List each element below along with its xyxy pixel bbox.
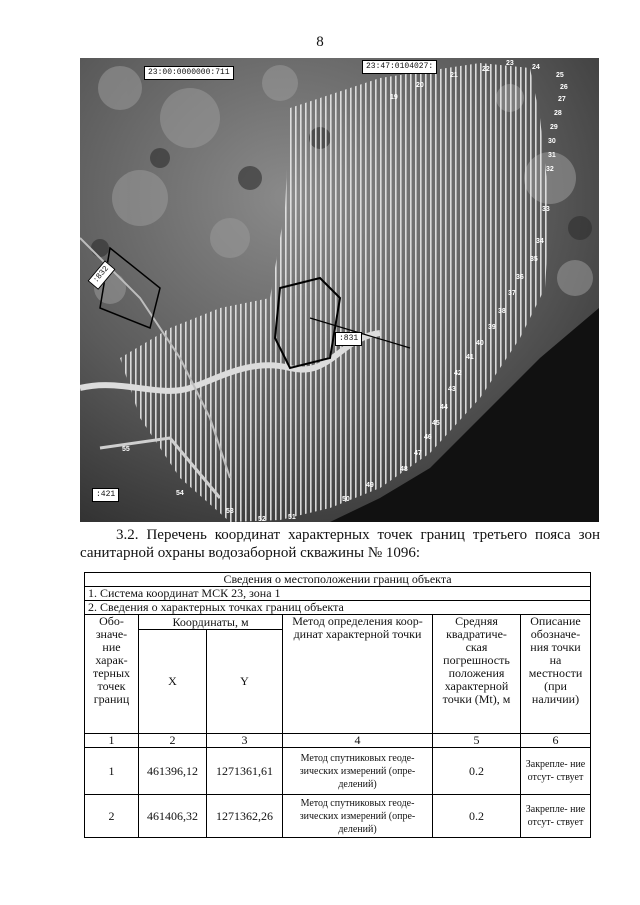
map-point-label: 27 bbox=[558, 96, 566, 103]
map-point-label: 28 bbox=[554, 110, 562, 117]
coordinate-x: 461396,12 bbox=[139, 748, 207, 795]
map-point-label: 19 bbox=[390, 94, 398, 101]
map-point-label: 51 bbox=[288, 514, 296, 521]
map-point-label: 30 bbox=[548, 138, 556, 145]
column-number: 3 bbox=[207, 734, 283, 748]
map-point-label: 48 bbox=[400, 466, 408, 473]
caption-text: 3.2. Перечень координат характерных точек границ третьего пояса зон санитарной охраны водозаборной скважины № 1096: bbox=[80, 527, 600, 561]
map-point-label: 39 bbox=[488, 324, 496, 331]
map-point-label: 32 bbox=[546, 166, 554, 173]
map-point-label: 35 bbox=[530, 256, 538, 263]
column-number: 4 bbox=[283, 734, 433, 748]
header-method: Метод определения коор- динат характерной точки bbox=[283, 615, 433, 734]
coordinate-y: 1271361,61 bbox=[207, 748, 283, 795]
column-number: 5 bbox=[433, 734, 521, 748]
coordinates-table bbox=[84, 572, 591, 838]
map-point-label: 33 bbox=[542, 206, 550, 213]
description-cell: Закрепле- ние отсут- ствует bbox=[521, 748, 591, 795]
header-error: Средняя квадратиче- ская погрешность положения характерной точки (Mt), м bbox=[433, 615, 521, 734]
map-point-label: 24 bbox=[532, 64, 540, 71]
coordinate-y: 1271362,26 bbox=[207, 795, 283, 838]
map-point-label: 44 bbox=[440, 404, 448, 411]
column-number: 2 bbox=[139, 734, 207, 748]
error-cell: 0.2 bbox=[433, 748, 521, 795]
section-title: 2. Сведения о характерных точках границ объекта bbox=[85, 601, 591, 615]
map-point-label: 29 bbox=[550, 124, 558, 131]
coordinate-system: 1. Система координат МСК 23, зона 1 bbox=[85, 587, 591, 601]
coordinate-x: 461406,32 bbox=[139, 795, 207, 838]
table-section-row bbox=[85, 601, 591, 615]
map-point-label: 50 bbox=[342, 496, 350, 503]
map-point-label: 34 bbox=[536, 238, 544, 245]
map-point-label: 25 bbox=[556, 72, 564, 79]
map-point-label: 55 bbox=[122, 446, 130, 453]
map-label-bottom-left: :421 bbox=[92, 488, 119, 502]
map-label-cadastral-top-right: 23:47:0104027: bbox=[362, 60, 437, 74]
table-title-row bbox=[85, 573, 591, 587]
table-system-row bbox=[85, 587, 591, 601]
map-label-left: :832 bbox=[87, 260, 115, 290]
point-number: 1 bbox=[85, 748, 139, 795]
map-point-label: 53 bbox=[226, 508, 234, 515]
map-point-label: 20 bbox=[416, 82, 424, 89]
header-description: Описание обозначе- ния точки на местности (при наличии) bbox=[521, 615, 591, 734]
map-point-label: 21 bbox=[450, 72, 458, 79]
page-number: 8 bbox=[316, 34, 324, 50]
map-point-label: 43 bbox=[448, 386, 456, 393]
method-cell: Метод спутниковых геоде- зических измерений (опре- делений) bbox=[283, 795, 433, 838]
map-point-label: 40 bbox=[476, 340, 484, 347]
map-point-label: 36 bbox=[516, 274, 524, 281]
map-point-label: 47 bbox=[414, 450, 422, 457]
error-cell: 0.2 bbox=[433, 795, 521, 838]
cadastral-map bbox=[80, 58, 599, 522]
map-label-center: :831 bbox=[335, 332, 362, 346]
map-point-label: 46 bbox=[424, 434, 432, 441]
table-row bbox=[85, 748, 591, 795]
description-cell: Закрепле- ние отсут- ствует bbox=[521, 795, 591, 838]
header-x: X bbox=[139, 630, 207, 734]
map-point-label: 49 bbox=[366, 482, 374, 489]
map-point-label: 23 bbox=[506, 60, 514, 67]
map-point-label: 31 bbox=[548, 152, 556, 159]
map-label-cadastral-top-left: 23:00:0000000:711 bbox=[144, 66, 234, 80]
map-point-label: 37 bbox=[508, 290, 516, 297]
table-header-row bbox=[85, 615, 591, 630]
header-y: Y bbox=[207, 630, 283, 734]
column-number: 6 bbox=[521, 734, 591, 748]
map-point-label: 54 bbox=[176, 490, 184, 497]
map-point-label: 52 bbox=[258, 516, 266, 522]
header-designation: Обо- значе- ние харак- терных точек границ bbox=[85, 615, 139, 734]
column-number: 1 bbox=[85, 734, 139, 748]
map-point-label: 38 bbox=[498, 308, 506, 315]
method-cell: Метод спутниковых геоде- зических измерений (опре- делений) bbox=[283, 748, 433, 795]
table-row bbox=[85, 795, 591, 838]
map-image bbox=[80, 58, 599, 522]
point-number: 2 bbox=[85, 795, 139, 838]
table-title: Сведения о местоположении границ объекта bbox=[85, 573, 591, 587]
map-point-label: 26 bbox=[560, 84, 568, 91]
map-point-label: 41 bbox=[466, 354, 474, 361]
header-coordinates: Координаты, м bbox=[139, 615, 283, 630]
map-point-label: 45 bbox=[432, 420, 440, 427]
section-caption bbox=[80, 526, 600, 562]
map-point-label: 42 bbox=[454, 370, 462, 377]
map-point-label: 22 bbox=[482, 66, 490, 73]
column-number-row bbox=[85, 734, 591, 748]
